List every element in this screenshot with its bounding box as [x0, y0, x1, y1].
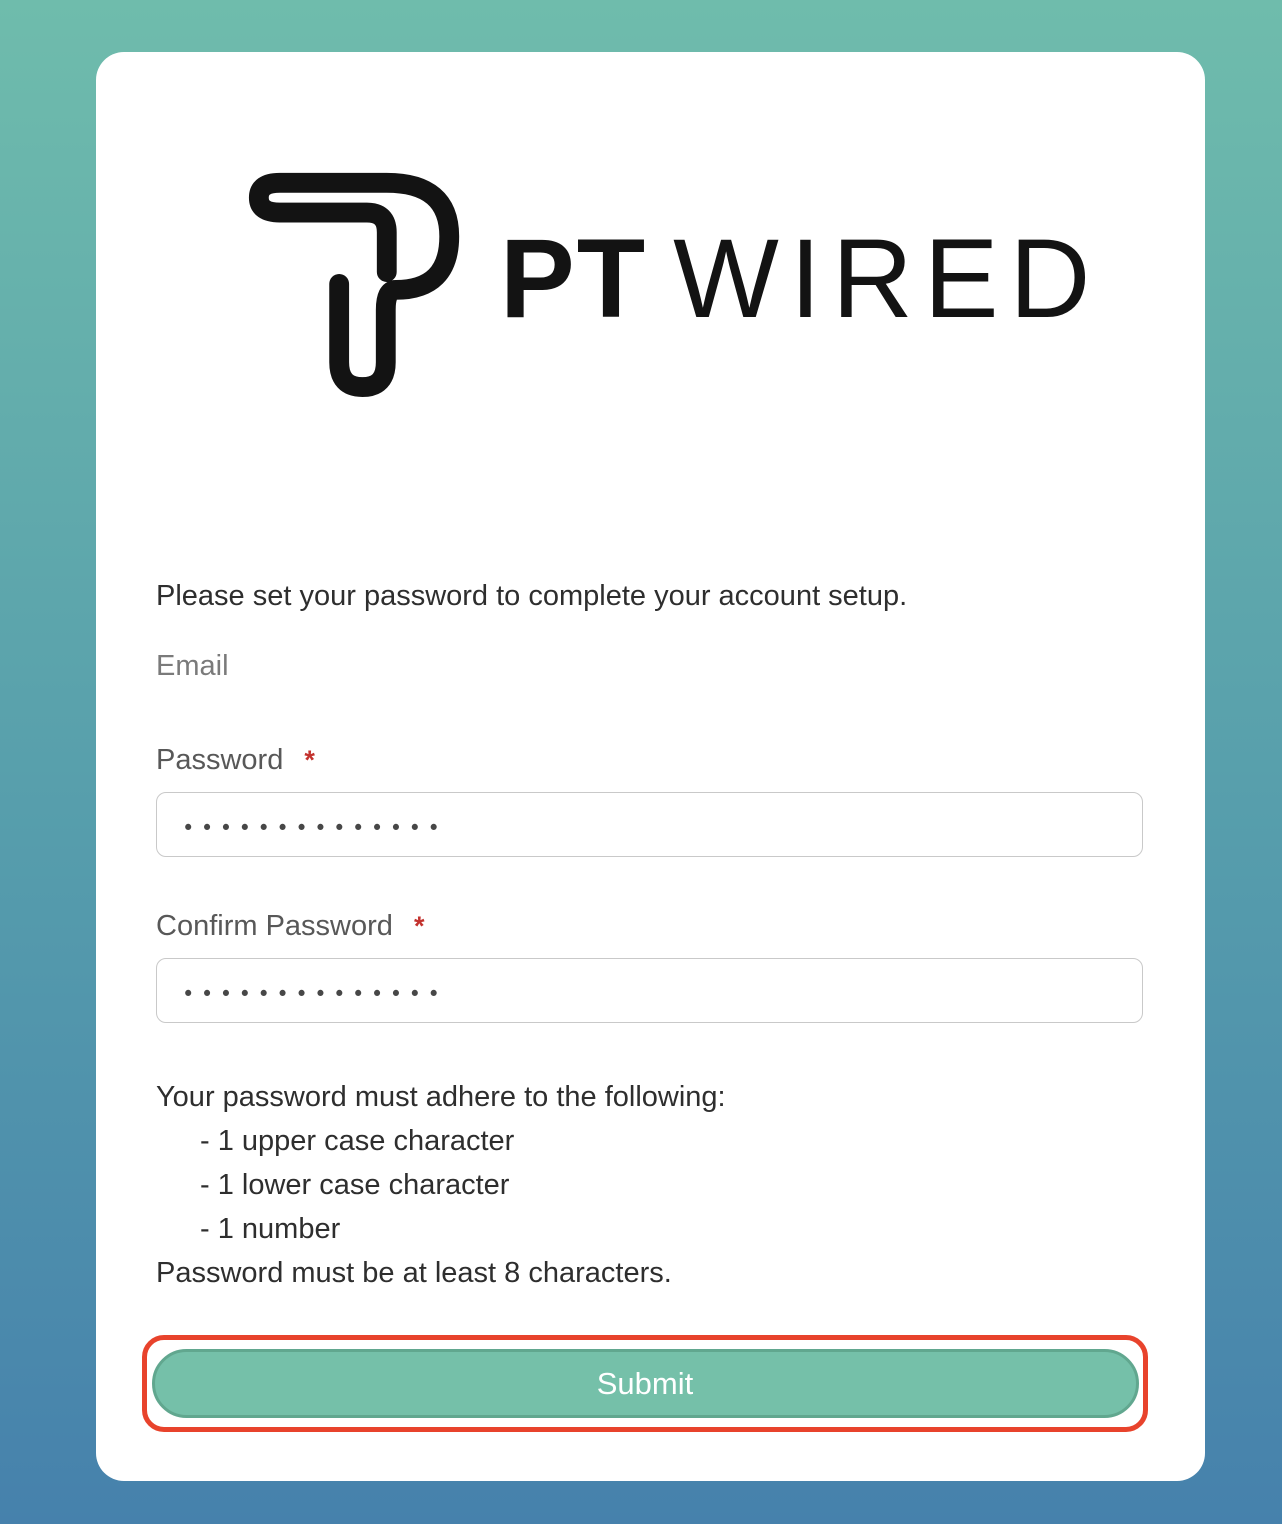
requirement-item: - 1 number — [200, 1213, 341, 1245]
annotation-highlight-box — [142, 1335, 1148, 1432]
confirm-password-label: Confirm Password — [156, 910, 393, 942]
password-requirements — [156, 1075, 1143, 1295]
password-input[interactable] — [156, 792, 1143, 857]
password-label-row — [156, 742, 1143, 778]
pt-wired-logo-mark-icon — [240, 150, 478, 400]
logo-stroke — [259, 183, 449, 387]
brand-pt-text: PT — [500, 215, 648, 341]
brand-wired-text: WIRED — [673, 215, 1102, 341]
requirement-item: - 1 upper case character — [200, 1125, 515, 1157]
requirements-footer: Password must be at least 8 characters. — [156, 1257, 672, 1289]
confirm-password-label-row — [156, 908, 1143, 944]
logo — [240, 52, 1143, 400]
account-setup-card — [96, 52, 1205, 1481]
brand-wordmark — [500, 214, 1101, 343]
email-label: Email — [156, 650, 229, 682]
confirm-password-input[interactable] — [156, 958, 1143, 1023]
confirm-password-required-marker: * — [413, 911, 425, 941]
requirements-heading: Your password must adhere to the following: — [156, 1081, 726, 1113]
password-required-marker: * — [304, 745, 315, 775]
intro-message: Please set your password to complete your account setup. — [156, 580, 908, 612]
password-label: Password — [156, 744, 284, 776]
submit-button[interactable]: Submit — [152, 1349, 1139, 1418]
requirement-item: - 1 lower case character — [200, 1169, 510, 1201]
